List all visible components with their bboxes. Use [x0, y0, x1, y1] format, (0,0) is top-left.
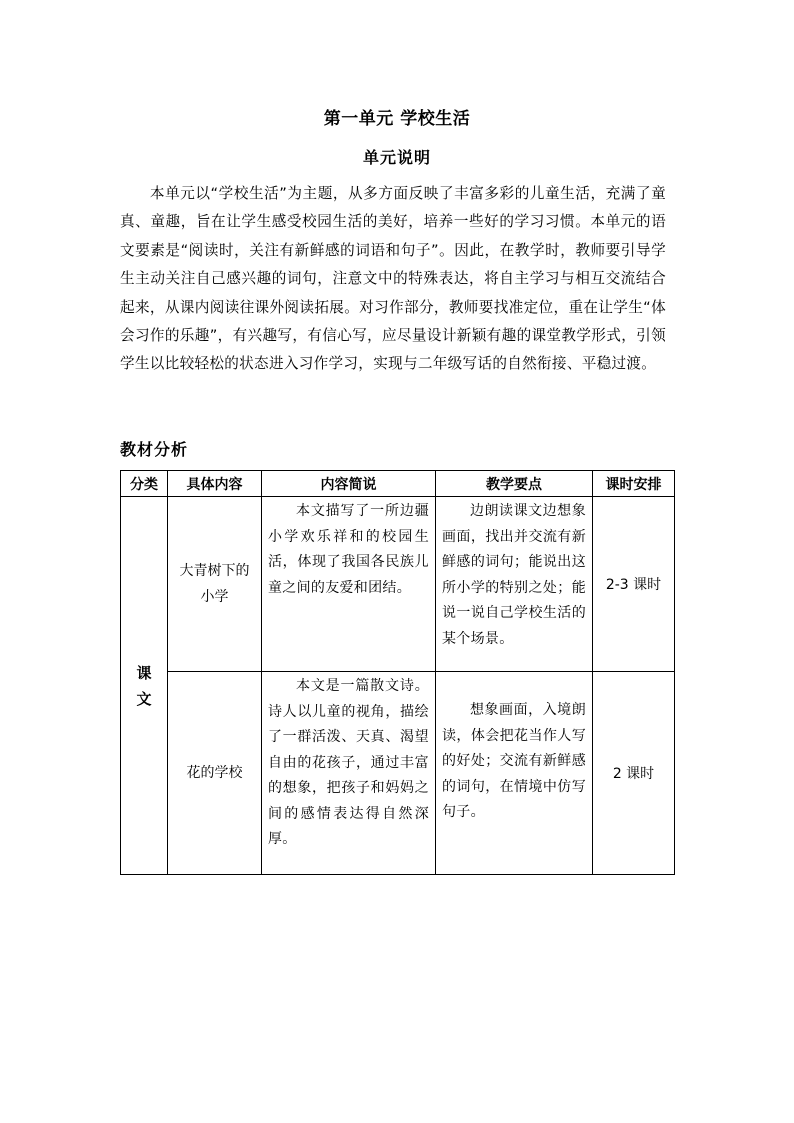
table-header-row — [121, 471, 675, 497]
hours-cell: 2-3 课时 — [593, 497, 675, 672]
key-points-cell: 想象画面，入境朗读，体会把花当作人写的好处；交流有新鲜感的词句，在情境中仿写句子。 — [436, 672, 593, 875]
table-row — [121, 672, 675, 875]
header-hours: 课时安排 — [593, 471, 675, 497]
material-analysis-table — [120, 470, 675, 875]
table-row — [121, 497, 675, 672]
content-cell: 花的学校 — [168, 672, 262, 875]
key-points-cell: 边朗读课文边想象画面，找出并交流有新鲜感的词句；能说出这所小学的特别之处；能说一说自己学校生活的某个场景。 — [436, 497, 593, 672]
header-summary: 内容简说 — [262, 471, 436, 497]
content-cell: 大青树下的小学 — [168, 497, 262, 672]
unit-title: 第一单元 学校生活 — [323, 109, 471, 129]
section-heading-material-analysis: 教材分析 — [120, 440, 189, 459]
unit-description-paragraph: 本单元以“学校生活”为主题，从多方面反映了丰富多彩的儿童生活，充满了童真、童趣，旨在让学生感受校园生活的美好，培养一些好的学习习惯。本单元的语文要素是“阅读时，关注有新鲜感的词语和句子”。因此，在教学时，教师要引导学生主动关注自己感兴趣的词句，注意文中的特殊表达，将自主学习与相互交流结合起来，从课内阅读往课外阅读拓展。对习作部分，教师要找准定位，重在让学生“体会习作的乐趣”，有兴趣写，有信心写，应尽量设计新颖有趣的课堂教学形式，引领学生以比较轻松的状态进入习作学习，实现与二年级写话的自然衔接、平稳过渡。 — [120, 185, 666, 373]
category-label: 课文 — [136, 663, 152, 708]
header-content: 具体内容 — [168, 471, 262, 497]
summary-cell: 本文描写了一所边疆小学欢乐祥和的校园生活，体现了我国各民族儿童之间的友爱和团结。 — [262, 497, 436, 672]
header-key-points: 教学要点 — [436, 471, 593, 497]
section-heading-unit-description: 单元说明 — [362, 148, 431, 167]
category-cell — [121, 497, 168, 875]
header-category: 分类 — [121, 471, 168, 497]
summary-cell: 本文是一篇散文诗。诗人以儿童的视角，描绘了一群活泼、天真、渴望自由的花孩子，通过丰富的想象，把孩子和妈妈之间的感情表达得自然深厚。 — [262, 672, 436, 875]
hours-cell: 2 课时 — [593, 672, 675, 875]
